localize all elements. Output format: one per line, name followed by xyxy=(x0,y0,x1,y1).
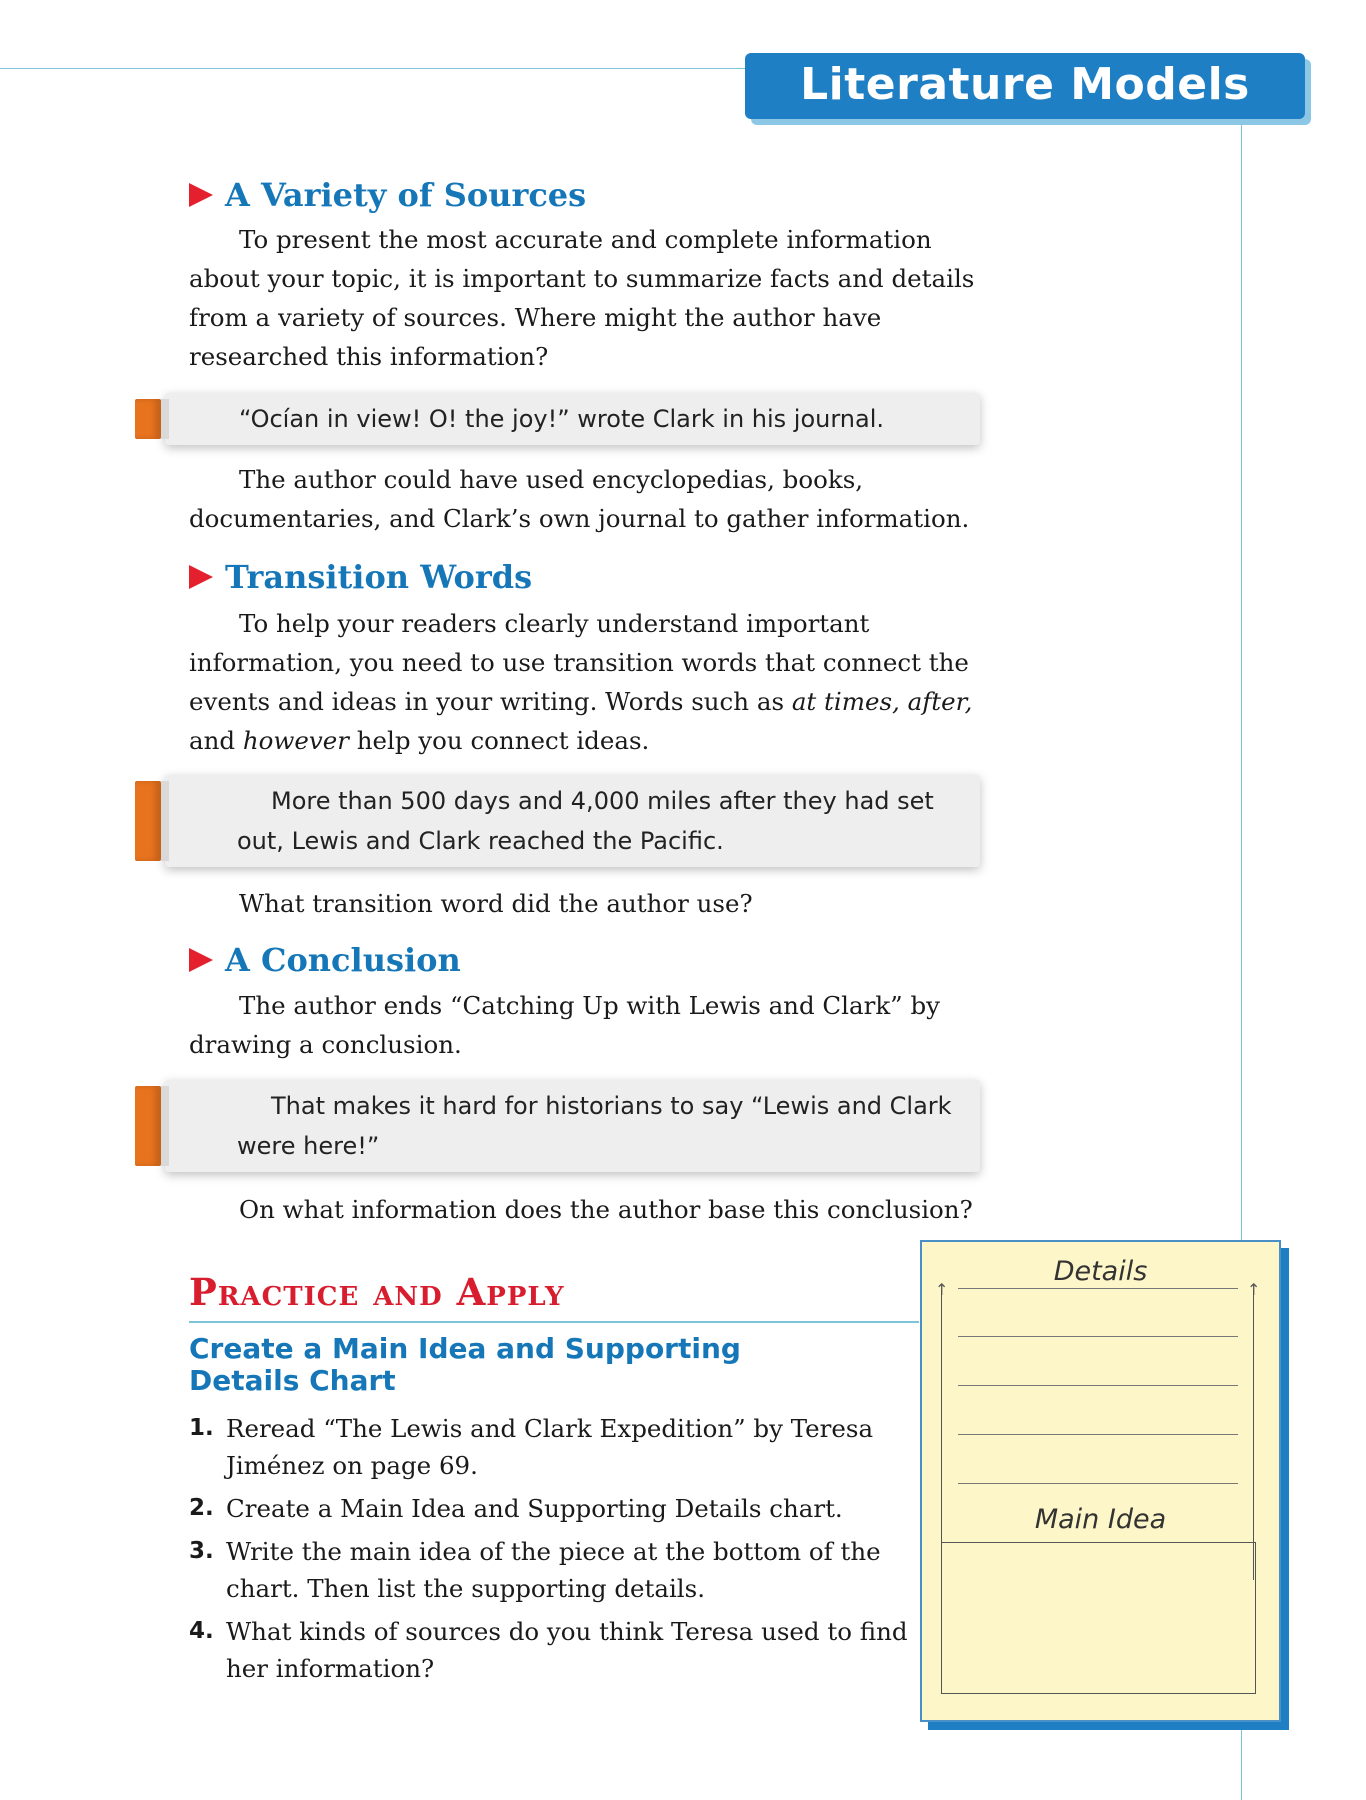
paragraph xyxy=(189,460,1019,538)
section-heading-sources xyxy=(189,176,586,214)
practice-rule xyxy=(189,1321,919,1323)
excerpt-box xyxy=(165,1080,980,1172)
list-item: 2. Create a Main Idea and Supporting Details chart. xyxy=(189,1494,843,1523)
main-idea-chart xyxy=(920,1240,1281,1722)
section-tab xyxy=(745,53,1305,119)
paragraph-text: To help your readers clearly understand important information, you need to use transition words that connect the events and ideas in your writing. Words such as xyxy=(189,609,969,716)
excerpt-tab xyxy=(135,399,161,439)
paragraph-text: To present the most accurate and complete information about your topic, it is important to summarize facts and details from a variety of sources. Where might the author have researched this information? xyxy=(189,225,975,371)
support-line xyxy=(941,1290,942,1580)
excerpt-text: More than 500 days and 4,000 miles after they had set out, Lewis and Clark reached the Pacific. xyxy=(237,787,934,855)
paragraph-text: What transition word did the author use? xyxy=(239,889,753,918)
excerpt-tab xyxy=(135,781,161,861)
details-line xyxy=(958,1385,1238,1386)
emphasis-text: however xyxy=(242,726,349,755)
red-arrow-icon xyxy=(189,565,213,589)
section-heading-text: Transition Words xyxy=(225,558,533,596)
excerpt-text: “Ocían in view! O! the joy!” wrote Clark in his journal. xyxy=(239,405,885,433)
emphasis-text: at times, after, xyxy=(791,687,973,716)
list-item: 3. Write the main idea of the piece at the bottom of the chart. Then list the supporting details. xyxy=(189,1537,881,1603)
excerpt-box xyxy=(165,393,980,445)
main-idea-box xyxy=(941,1542,1256,1694)
details-line xyxy=(958,1434,1238,1435)
paragraph-text: help you connect ideas. xyxy=(348,726,650,755)
list-item: 1. Reread “The Lewis and Clark Expedition” by Teresa Jiménez on page 69. xyxy=(189,1414,874,1480)
practice-heading: Practice and Apply xyxy=(189,1270,565,1314)
paragraph-text: The author could have used encyclopedias, books, documentaries, and Clark’s own journal to gather information. xyxy=(189,465,970,533)
details-label: Details xyxy=(1053,1256,1148,1287)
paragraph-text: On what information does the author base this conclusion? xyxy=(239,1195,973,1224)
paragraph xyxy=(189,986,1009,1064)
section-heading-conclusion xyxy=(189,941,461,979)
main-idea-label: Main Idea xyxy=(1034,1504,1167,1535)
paragraph xyxy=(189,220,1009,376)
excerpt-text: That makes it hard for historians to say “Lewis and Clark were here!” xyxy=(237,1092,952,1160)
arrow-up-icon: ↑ xyxy=(1247,1280,1261,1299)
details-line xyxy=(958,1288,1238,1289)
paragraph xyxy=(189,1190,1019,1229)
support-line xyxy=(1253,1290,1254,1580)
excerpt-tab xyxy=(135,1086,161,1166)
details-line xyxy=(958,1483,1238,1484)
paragraph-text: and xyxy=(189,726,243,755)
list-item: 4. What kinds of sources do you think Teresa used to find her information? xyxy=(189,1617,908,1683)
steps-list xyxy=(189,1410,909,1693)
section-heading-text: A Conclusion xyxy=(225,941,461,979)
header-rule xyxy=(0,68,760,69)
practice-subheading: Create a Main Idea and Supporting Details Chart xyxy=(189,1332,741,1397)
paragraph-text: The author ends “Catching Up with Lewis and Clark” by drawing a conclusion. xyxy=(189,991,941,1059)
arrow-up-icon: ↑ xyxy=(935,1280,949,1299)
details-line xyxy=(958,1336,1238,1337)
section-heading-text: A Variety of Sources xyxy=(225,176,587,214)
excerpt-box xyxy=(165,775,980,867)
page-title: Literature Models xyxy=(800,59,1250,110)
section-heading-transition xyxy=(189,558,532,596)
paragraph xyxy=(189,884,1009,923)
red-arrow-icon xyxy=(189,183,213,207)
red-arrow-icon xyxy=(189,948,213,972)
paragraph xyxy=(189,604,1009,760)
